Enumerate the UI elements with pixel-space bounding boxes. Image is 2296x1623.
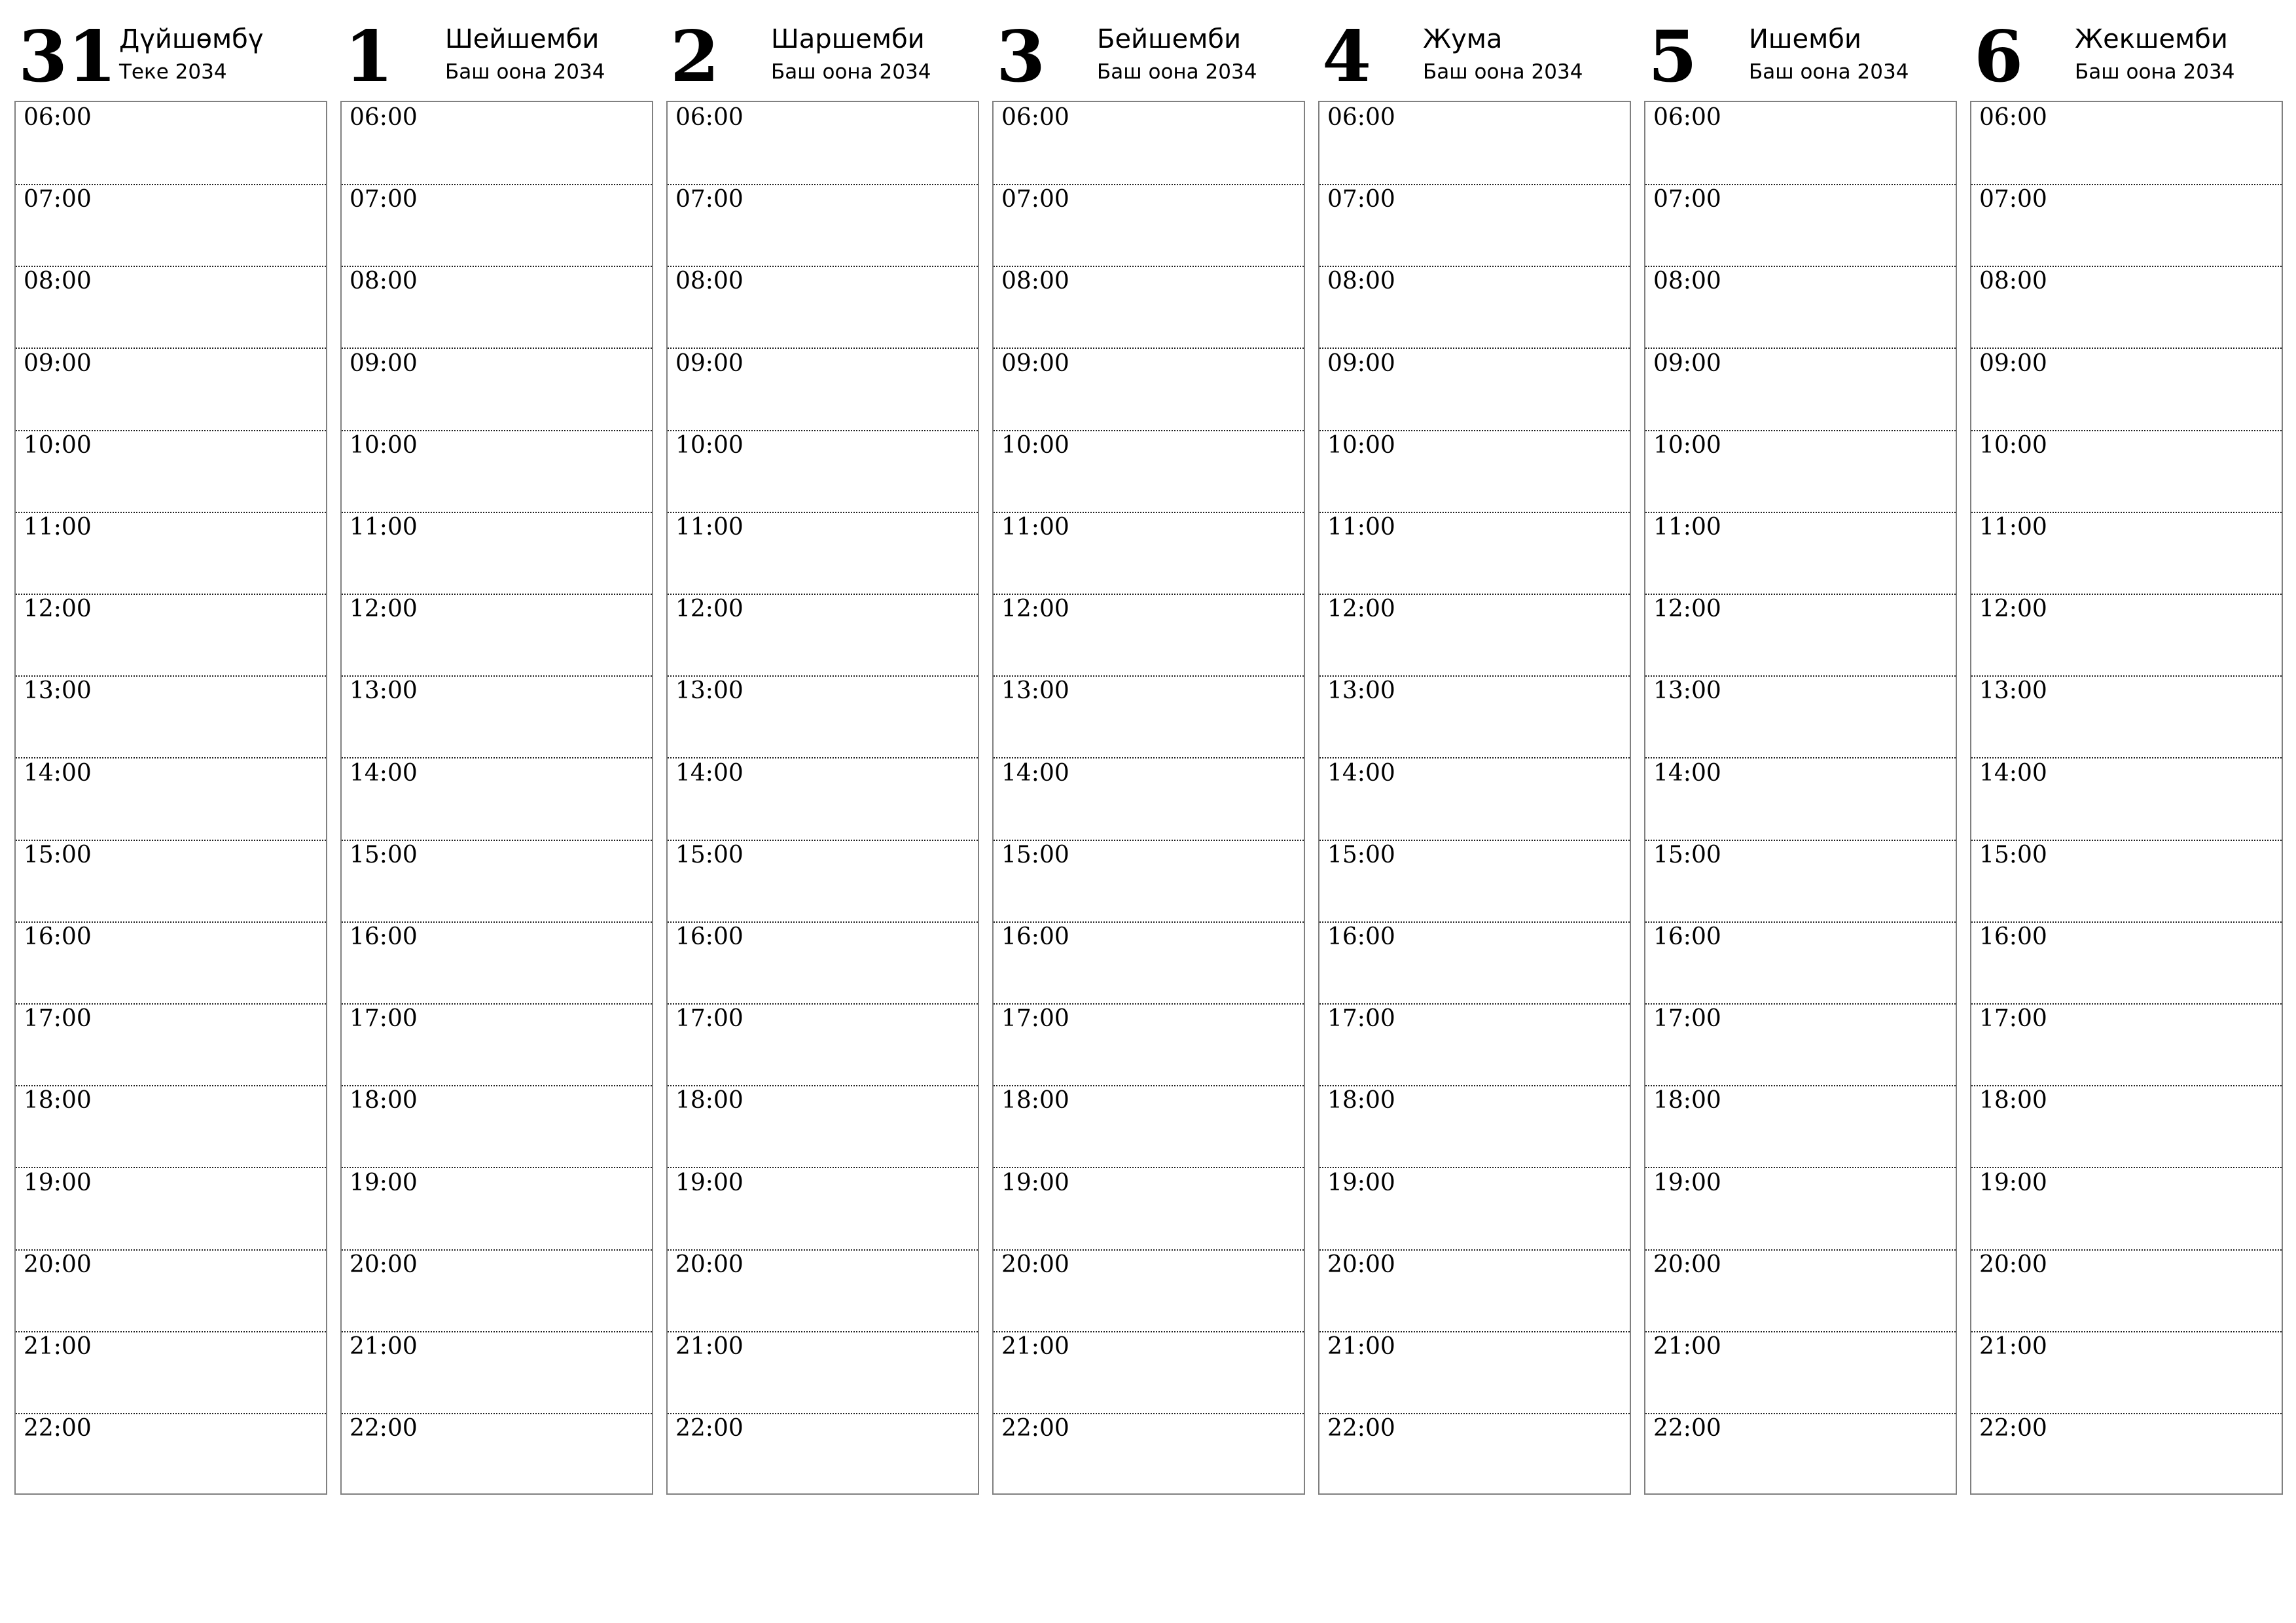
hour-slot[interactable] <box>1319 430 1630 513</box>
hour-slot[interactable] <box>342 840 652 923</box>
hour-label: 13:00 <box>1001 677 1069 705</box>
hour-label: 11:00 <box>1979 514 2047 541</box>
hour-slot[interactable] <box>16 921 326 1005</box>
hour-label: 19:00 <box>1653 1169 1721 1196</box>
day-name: Дүйшөмбү <box>119 24 264 54</box>
month-year-label: Баш оона 2034 <box>1749 60 1909 84</box>
hour-slot[interactable] <box>1971 1085 2282 1168</box>
hour-label: 19:00 <box>350 1169 418 1196</box>
hour-slot[interactable] <box>994 1003 1304 1086</box>
hour-label: 13:00 <box>675 677 744 705</box>
hour-label: 15:00 <box>1979 841 2047 868</box>
hour-label: 19:00 <box>24 1169 92 1196</box>
hour-slot[interactable] <box>994 1331 1304 1414</box>
hour-label: 07:00 <box>1653 186 1721 213</box>
hour-slot[interactable] <box>1645 1085 1956 1168</box>
hour-label: 13:00 <box>1653 677 1721 705</box>
hour-label: 12:00 <box>1001 596 1069 623</box>
hour-slot[interactable] <box>994 266 1304 349</box>
hour-label: 15:00 <box>1327 841 1395 868</box>
hour-label: 12:00 <box>1653 596 1721 623</box>
hour-label: 08:00 <box>1001 268 1069 295</box>
hour-label: 14:00 <box>1979 759 2047 787</box>
hour-slot[interactable] <box>342 921 652 1005</box>
hour-label: 06:00 <box>1327 104 1395 131</box>
hour-slot[interactable] <box>16 102 326 185</box>
month-year-label: Баш оона 2034 <box>1423 60 1583 84</box>
hour-slot[interactable] <box>668 758 978 841</box>
hour-slot[interactable] <box>1645 758 1956 841</box>
hour-label: 17:00 <box>350 1005 418 1033</box>
hour-label: 22:00 <box>675 1415 744 1442</box>
hour-label: 08:00 <box>350 268 418 295</box>
hour-slot[interactable] <box>1319 758 1630 841</box>
hour-label: 11:00 <box>24 514 92 541</box>
hour-slot[interactable] <box>16 1249 326 1332</box>
hour-label: 18:00 <box>24 1087 92 1115</box>
day-number: 3 <box>996 16 1046 98</box>
hour-label: 10:00 <box>675 431 744 459</box>
hour-label: 08:00 <box>1327 268 1395 295</box>
hour-label: 07:00 <box>1001 186 1069 213</box>
month-year-label: Баш оона 2034 <box>2075 60 2235 84</box>
hour-slot[interactable] <box>668 266 978 349</box>
hour-slot[interactable] <box>342 758 652 841</box>
hour-slot[interactable] <box>342 1168 652 1251</box>
hour-label: 11:00 <box>1001 514 1069 541</box>
hour-slot[interactable] <box>1319 1413 1630 1495</box>
hour-slot[interactable] <box>342 184 652 267</box>
hour-label: 14:00 <box>1653 759 1721 787</box>
hour-label: 18:00 <box>1327 1087 1395 1115</box>
hour-slot[interactable] <box>342 512 652 595</box>
hour-slot[interactable] <box>994 675 1304 758</box>
day-number: 1 <box>344 16 394 98</box>
hour-slot[interactable] <box>1645 921 1956 1005</box>
hour-slot[interactable] <box>668 348 978 431</box>
hour-slot[interactable] <box>1645 840 1956 923</box>
hour-slot[interactable] <box>1645 1168 1956 1251</box>
day-column <box>340 0 653 1505</box>
day-schedule-box <box>1644 101 1957 1495</box>
hour-label: 19:00 <box>1979 1169 2047 1196</box>
month-year-label: Баш оона 2034 <box>445 60 605 84</box>
hour-slot[interactable] <box>1319 266 1630 349</box>
hour-label: 22:00 <box>1979 1415 2047 1442</box>
day-name: Бейшемби <box>1097 24 1242 54</box>
hour-slot[interactable] <box>16 1168 326 1251</box>
hour-label: 18:00 <box>675 1087 744 1115</box>
hour-label: 15:00 <box>350 841 418 868</box>
hour-label: 19:00 <box>1001 1169 1069 1196</box>
hour-label: 11:00 <box>1653 514 1721 541</box>
hour-slot[interactable] <box>16 1413 326 1495</box>
hour-slot[interactable] <box>1319 594 1630 677</box>
hour-label: 10:00 <box>350 431 418 459</box>
hour-slot[interactable] <box>1319 675 1630 758</box>
hour-slot[interactable] <box>16 675 326 758</box>
day-number: 6 <box>1974 16 2024 98</box>
day-name: Жекшемби <box>2075 24 2228 54</box>
hour-label: 13:00 <box>24 677 92 705</box>
hour-slot[interactable] <box>1319 348 1630 431</box>
hour-label: 09:00 <box>1327 349 1395 377</box>
hour-label: 08:00 <box>24 268 92 295</box>
hour-slot[interactable] <box>1645 430 1956 513</box>
day-name: Шейшемби <box>445 24 600 54</box>
hour-slot[interactable] <box>16 1085 326 1168</box>
hour-slot[interactable] <box>1319 1003 1630 1086</box>
hour-label: 08:00 <box>675 268 744 295</box>
hour-label: 06:00 <box>1979 104 2047 131</box>
hour-label: 12:00 <box>1979 596 2047 623</box>
hour-slot[interactable] <box>1319 184 1630 267</box>
hour-label: 06:00 <box>1653 104 1721 131</box>
hour-label: 10:00 <box>1001 431 1069 459</box>
hour-slot[interactable] <box>1971 1413 2282 1495</box>
day-number: 4 <box>1322 16 1372 98</box>
hour-slot[interactable] <box>1645 594 1956 677</box>
hour-slot[interactable] <box>342 348 652 431</box>
hour-slot[interactable] <box>994 1168 1304 1251</box>
hour-slot[interactable] <box>342 1249 652 1332</box>
hour-slot[interactable] <box>1971 675 2282 758</box>
hour-slot[interactable] <box>994 184 1304 267</box>
hour-label: 17:00 <box>1653 1005 1721 1033</box>
hour-slot[interactable] <box>1971 1331 2282 1414</box>
day-column <box>14 0 327 1505</box>
day-schedule-box <box>340 101 653 1495</box>
hour-slot[interactable] <box>16 594 326 677</box>
hour-slot[interactable] <box>1971 758 2282 841</box>
hour-slot[interactable] <box>1971 512 2282 595</box>
hour-slot[interactable] <box>1971 184 2282 267</box>
hour-slot[interactable] <box>1971 102 2282 185</box>
hour-slot[interactable] <box>1971 430 2282 513</box>
hour-label: 17:00 <box>1979 1005 2047 1033</box>
hour-slot[interactable] <box>342 675 652 758</box>
hour-slot[interactable] <box>668 184 978 267</box>
hour-slot[interactable] <box>16 430 326 513</box>
hour-slot[interactable] <box>16 758 326 841</box>
hour-slot[interactable] <box>1645 348 1956 431</box>
hour-label: 06:00 <box>675 104 744 131</box>
hour-slot[interactable] <box>994 840 1304 923</box>
hour-label: 07:00 <box>675 186 744 213</box>
day-name: Ишемби <box>1749 24 1861 54</box>
hour-label: 16:00 <box>675 923 744 950</box>
hour-label: 13:00 <box>1979 677 2047 705</box>
hour-label: 22:00 <box>1653 1415 1721 1442</box>
hour-slot[interactable] <box>1645 1331 1956 1414</box>
hour-slot[interactable] <box>668 1168 978 1251</box>
hour-label: 20:00 <box>1979 1251 2047 1278</box>
hour-label: 07:00 <box>1327 186 1395 213</box>
hour-label: 07:00 <box>350 186 418 213</box>
hour-label: 16:00 <box>1001 923 1069 950</box>
hour-label: 20:00 <box>1327 1251 1395 1278</box>
hour-label: 09:00 <box>1653 349 1721 377</box>
hour-slot[interactable] <box>668 675 978 758</box>
hour-slot[interactable] <box>16 184 326 267</box>
hour-label: 21:00 <box>675 1333 744 1360</box>
hour-label: 09:00 <box>24 349 92 377</box>
hour-label: 20:00 <box>1001 1251 1069 1278</box>
hour-label: 07:00 <box>1979 186 2047 213</box>
hour-slot[interactable] <box>668 1331 978 1414</box>
hour-label: 20:00 <box>350 1251 418 1278</box>
hour-label: 13:00 <box>350 677 418 705</box>
hour-label: 10:00 <box>24 431 92 459</box>
hour-label: 15:00 <box>1653 841 1721 868</box>
hour-label: 16:00 <box>1327 923 1395 950</box>
day-schedule-box <box>1318 101 1631 1495</box>
hour-slot[interactable] <box>1645 1249 1956 1332</box>
hour-slot[interactable] <box>1645 675 1956 758</box>
day-column <box>1318 0 1631 1505</box>
day-schedule-box <box>1970 101 2283 1495</box>
day-column <box>1644 0 1957 1505</box>
hour-label: 15:00 <box>1001 841 1069 868</box>
hour-label: 13:00 <box>1327 677 1395 705</box>
hour-label: 21:00 <box>1001 1333 1069 1360</box>
day-number: 31 <box>18 16 117 98</box>
hour-label: 19:00 <box>675 1169 744 1196</box>
hour-slot[interactable] <box>1971 266 2282 349</box>
hour-slot[interactable] <box>1971 348 2282 431</box>
hour-slot[interactable] <box>342 1003 652 1086</box>
hour-slot[interactable] <box>668 1249 978 1332</box>
day-schedule-box <box>992 101 1305 1495</box>
hour-slot[interactable] <box>342 1331 652 1414</box>
hour-label: 18:00 <box>1979 1087 2047 1115</box>
hour-label: 17:00 <box>1327 1005 1395 1033</box>
hour-slot[interactable] <box>994 921 1304 1005</box>
hour-label: 18:00 <box>350 1087 418 1115</box>
hour-label: 12:00 <box>350 596 418 623</box>
hour-slot[interactable] <box>668 1003 978 1086</box>
hour-slot[interactable] <box>16 840 326 923</box>
hour-label: 08:00 <box>1979 268 2047 295</box>
hour-slot[interactable] <box>994 512 1304 595</box>
day-schedule-box <box>666 101 979 1495</box>
hour-label: 21:00 <box>1979 1333 2047 1360</box>
hour-label: 16:00 <box>350 923 418 950</box>
hour-label: 11:00 <box>350 514 418 541</box>
hour-label: 11:00 <box>1327 514 1395 541</box>
hour-label: 07:00 <box>24 186 92 213</box>
hour-label: 19:00 <box>1327 1169 1395 1196</box>
hour-label: 10:00 <box>1979 431 2047 459</box>
hour-slot[interactable] <box>994 1413 1304 1495</box>
hour-slot[interactable] <box>1971 921 2282 1005</box>
hour-slot[interactable] <box>16 266 326 349</box>
hour-slot[interactable] <box>1319 512 1630 595</box>
hour-label: 21:00 <box>24 1333 92 1360</box>
hour-slot[interactable] <box>342 594 652 677</box>
hour-slot[interactable] <box>994 1249 1304 1332</box>
hour-slot[interactable] <box>668 102 978 185</box>
hour-slot[interactable] <box>994 102 1304 185</box>
hour-label: 12:00 <box>1327 596 1395 623</box>
hour-label: 09:00 <box>1979 349 2047 377</box>
day-column <box>992 0 1305 1505</box>
hour-label: 22:00 <box>1327 1415 1395 1442</box>
hour-label: 12:00 <box>24 596 92 623</box>
hour-slot[interactable] <box>16 512 326 595</box>
hour-label: 12:00 <box>675 596 744 623</box>
hour-slot[interactable] <box>342 1413 652 1495</box>
hour-label: 21:00 <box>1653 1333 1721 1360</box>
hour-slot[interactable] <box>668 1413 978 1495</box>
hour-slot[interactable] <box>668 512 978 595</box>
hour-slot[interactable] <box>16 1003 326 1086</box>
hour-label: 21:00 <box>350 1333 418 1360</box>
hour-label: 15:00 <box>675 841 744 868</box>
hour-slot[interactable] <box>1319 1085 1630 1168</box>
hour-slot[interactable] <box>1319 1249 1630 1332</box>
hour-slot[interactable] <box>668 840 978 923</box>
hour-label: 14:00 <box>24 759 92 787</box>
hour-label: 17:00 <box>675 1005 744 1033</box>
day-schedule-box <box>14 101 327 1495</box>
hour-slot[interactable] <box>668 594 978 677</box>
hour-slot[interactable] <box>1645 266 1956 349</box>
hour-slot[interactable] <box>1645 184 1956 267</box>
hour-slot[interactable] <box>342 102 652 185</box>
hour-label: 15:00 <box>24 841 92 868</box>
hour-slot[interactable] <box>342 430 652 513</box>
hour-slot[interactable] <box>342 1085 652 1168</box>
hour-label: 20:00 <box>1653 1251 1721 1278</box>
hour-slot[interactable] <box>668 1085 978 1168</box>
hour-label: 22:00 <box>1001 1415 1069 1442</box>
day-number: 5 <box>1648 16 1698 98</box>
hour-label: 16:00 <box>1653 923 1721 950</box>
day-number: 2 <box>670 16 720 98</box>
hour-slot[interactable] <box>1971 594 2282 677</box>
hour-slot[interactable] <box>994 594 1304 677</box>
hour-label: 08:00 <box>1653 268 1721 295</box>
hour-slot[interactable] <box>1645 1003 1956 1086</box>
hour-slot[interactable] <box>994 1085 1304 1168</box>
hour-slot[interactable] <box>16 1331 326 1414</box>
day-name: Шаршемби <box>771 24 925 54</box>
hour-label: 10:00 <box>1327 431 1395 459</box>
month-year-label: Баш оона 2034 <box>1097 60 1257 84</box>
hour-slot[interactable] <box>1971 1003 2282 1086</box>
hour-label: 09:00 <box>350 349 418 377</box>
hour-label: 14:00 <box>1327 759 1395 787</box>
hour-label: 18:00 <box>1001 1087 1069 1115</box>
hour-label: 17:00 <box>24 1005 92 1033</box>
day-name: Жума <box>1423 24 1503 54</box>
hour-label: 06:00 <box>24 104 92 131</box>
hour-slot[interactable] <box>1645 102 1956 185</box>
hour-label: 06:00 <box>1001 104 1069 131</box>
hour-label: 09:00 <box>675 349 744 377</box>
hour-label: 16:00 <box>1979 923 2047 950</box>
month-year-label: Баш оона 2034 <box>771 60 931 84</box>
hour-slot[interactable] <box>1971 1249 2282 1332</box>
hour-slot[interactable] <box>994 758 1304 841</box>
hour-label: 06:00 <box>350 104 418 131</box>
hour-label: 10:00 <box>1653 431 1721 459</box>
hour-slot[interactable] <box>994 430 1304 513</box>
hour-label: 14:00 <box>1001 759 1069 787</box>
hour-slot[interactable] <box>1971 840 2282 923</box>
hour-slot[interactable] <box>1971 1168 2282 1251</box>
hour-label: 14:00 <box>350 759 418 787</box>
hour-label: 22:00 <box>350 1415 418 1442</box>
hour-slot[interactable] <box>994 348 1304 431</box>
hour-slot[interactable] <box>668 430 978 513</box>
hour-slot[interactable] <box>1319 102 1630 185</box>
hour-label: 20:00 <box>675 1251 744 1278</box>
hour-slot[interactable] <box>16 348 326 431</box>
hour-slot[interactable] <box>1319 1168 1630 1251</box>
hour-slot[interactable] <box>1645 512 1956 595</box>
month-year-label: Теке 2034 <box>119 60 227 84</box>
hour-label: 22:00 <box>24 1415 92 1442</box>
hour-label: 14:00 <box>675 759 744 787</box>
day-column <box>1970 0 2283 1505</box>
hour-slot[interactable] <box>342 266 652 349</box>
hour-slot[interactable] <box>1645 1413 1956 1495</box>
hour-slot[interactable] <box>1319 840 1630 923</box>
hour-slot[interactable] <box>668 921 978 1005</box>
day-column <box>666 0 979 1505</box>
hour-label: 11:00 <box>675 514 744 541</box>
hour-label: 21:00 <box>1327 1333 1395 1360</box>
hour-label: 09:00 <box>1001 349 1069 377</box>
hour-label: 20:00 <box>24 1251 92 1278</box>
hour-label: 18:00 <box>1653 1087 1721 1115</box>
hour-slot[interactable] <box>1319 1331 1630 1414</box>
hour-label: 17:00 <box>1001 1005 1069 1033</box>
hour-slot[interactable] <box>1319 921 1630 1005</box>
hour-label: 16:00 <box>24 923 92 950</box>
